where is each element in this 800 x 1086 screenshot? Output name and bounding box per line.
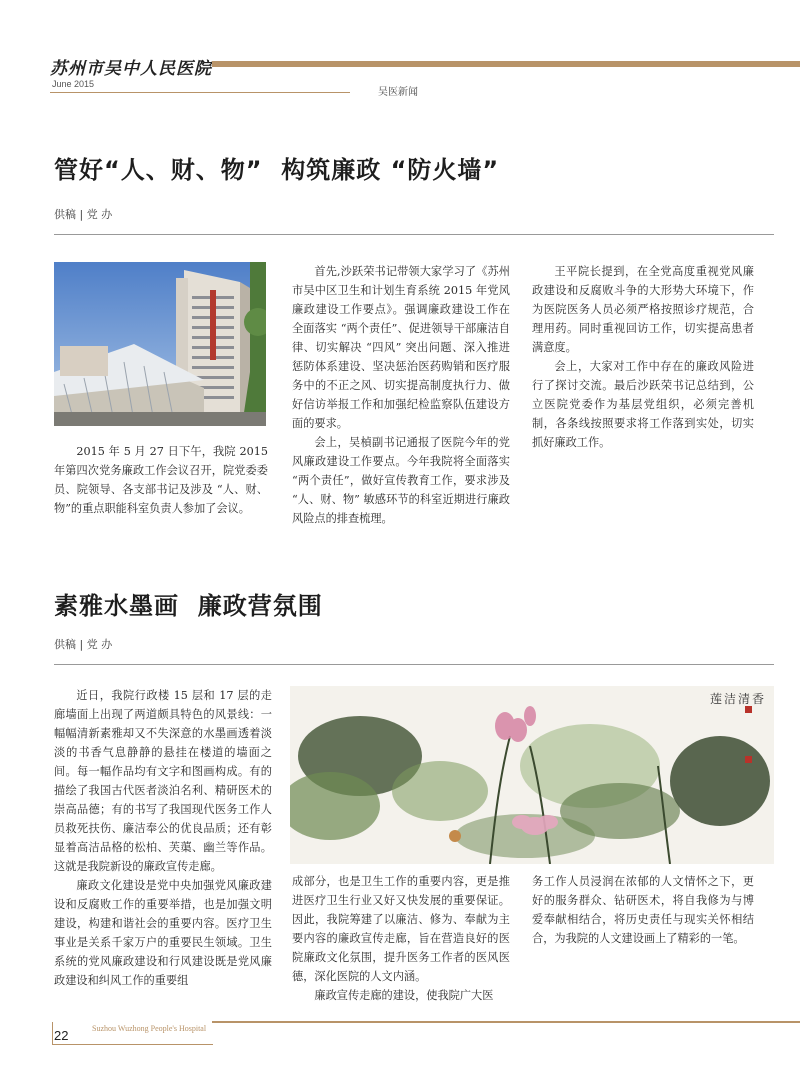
hospital-logo-text: 苏州市吴中人民医院 — [50, 59, 212, 79]
article1-column1 — [54, 442, 268, 518]
article2-paragraph: 廉政宣传走廊的建设，使我院广大医 — [314, 989, 494, 1002]
article1-title: 管好“人、财、物” 构筑廉政 “防火墙” — [54, 156, 500, 184]
article2-paragraph: 近日，我院行政楼 15 层和 17 层的走廊墙面上出现了两道颇具特色的风景线：一幅幅清新素雅却又不失深意的水墨画透着淡淡的书香气息静静的悬挂在楼道的墙面之间。每一幅作品均有文字和图画构成。有的描绘了我国古代医者淡泊名利、精研医术的崇高品德；有的书写了我国现代医务工作人员救死扶伤、廉洁奉公的优良品质；还有彰显着高洁品格的松柏、芙蕖、幽兰等作品。这就是我院新设的廉政宣传走廊。 — [54, 689, 272, 873]
article1-paragraph: 2015 年 5 月 27 日下午，我院 2015 年第四次党务廉政工作会议召开，院党委委员、院领导、各支部书记及涉及 “人、财、物”的重点职能科室负责人参加了会议。 — [54, 445, 268, 515]
issue-date: June 2015 — [52, 79, 95, 89]
article2-column2 — [292, 872, 510, 1005]
painting-inscription: 莲洁清香 — [710, 692, 767, 706]
article2-byline: 供稿 | 党 办 — [54, 638, 113, 651]
article1-byline: 供稿 | 党 办 — [54, 208, 113, 221]
article1-paragraph: 会上，大家对工作中存在的廉政风险进行了探讨交流。最后沙跃荣书记总结到，公立医院党委作为基层党组织，必须完善机制，各条线按照要求将工作落到实处，切实抓好廉政工作。 — [532, 360, 754, 449]
ink-painting-image — [290, 686, 774, 864]
article1-column2 — [292, 262, 510, 528]
article1-paragraph: 首先,沙跃荣书记带领大家学习了《苏州市吴中区卫生和计划生育系统 2015 年党风廉政建设工作要点》。强调廉政建设工作在全面落实 “两个责任”、促进领导干部廉洁自律、切实解决 “四风” 突出问题、深入推进惩防体系建设、坚决惩治医药购销和医疗服务中的不正之风、切实提高制度执行力、做好信访举报工作和加强纪检监察队伍建设方面的要求。 — [292, 265, 510, 430]
page-number: 22 — [54, 1028, 69, 1043]
article1-paragraph: 王平院长提到，在全党高度重视党风廉政建设和反腐败斗争的大形势大环境下，作为医院医务人员必须严格按照诊疗规范，合理用药。同时重视回访工作，切实提高患者满意度。 — [532, 265, 754, 354]
article2-paragraph: 成部分，也是卫生工作的重要内容，更是推进医疗卫生行业又好又快发展的重要保证。因此，我院筹建了以廉洁、修为、奉献为主要内容的廉政宣传走廊，旨在营造良好的医院廉政文化氛围，提升医务工作者的医风医德，深化医院的人文内涵。 — [292, 875, 510, 983]
header-bar — [212, 61, 800, 67]
section-name: 吴医新闻 — [378, 87, 418, 98]
article2-rule — [54, 664, 774, 665]
article2-paragraph: 廉政文化建设是党中央加强党风廉政建设和反腐败工作的重要举措，也是加强文明建设，构建和谐社会的重要内容。医疗卫生事业是关系千家万户的重要民生领域。卫生系统的党风廉政建设和行风建设既是党风廉政建设和纠风工作的重要组 — [54, 879, 272, 987]
article1-paragraph: 会上，吴楨副书记通报了医院今年的党风廉政建设工作要点。今年我院将全面落实 “两个责任”，做好宣传教育工作，要求涉及 “人、财、物” 敏感环节的科室近期进行廉政风险点的排查梳理。 — [292, 436, 510, 525]
article2-paragraph: 务工作人员浸润在浓郁的人文情怀之下，更好的服务群众、钻研医术，将自我修为与博爱奉献相结合，将历史责任与现实关怀相结合，为我院的人文建设画上了精彩的一笔。 — [532, 875, 754, 945]
hospital-building-photo — [54, 262, 266, 426]
article2-column3 — [532, 872, 754, 948]
header-rule — [50, 92, 350, 93]
article1-rule — [54, 234, 774, 235]
footer-hospital-name: Suzhou Wuzhong People's Hospital — [92, 1024, 207, 1033]
article1-column3 — [532, 262, 754, 452]
footer-bar — [212, 1021, 800, 1023]
article2-title: 素雅水墨画 廉政营氛围 — [54, 592, 323, 620]
article2-column1 — [54, 686, 272, 990]
